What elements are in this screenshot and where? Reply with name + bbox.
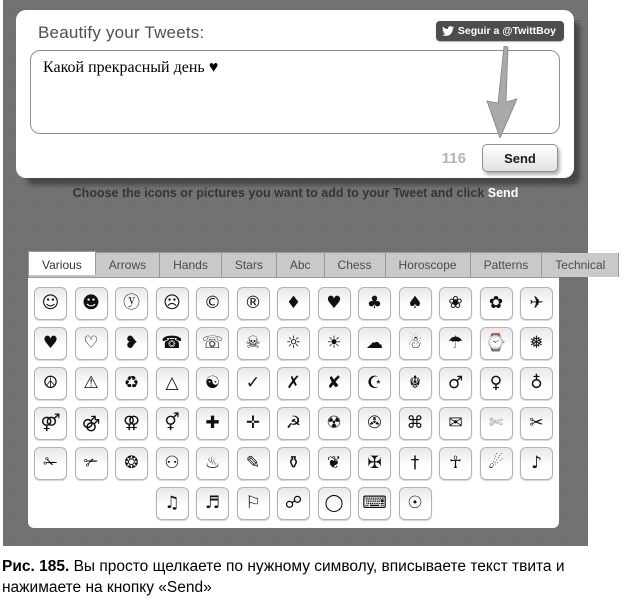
symbol-button[interactable]: ♬: [196, 487, 229, 520]
tab-arrows[interactable]: Arrows: [96, 253, 160, 277]
tab-chess[interactable]: Chess: [325, 253, 386, 277]
symbol-button[interactable]: ☂: [439, 327, 472, 360]
symbol-button[interactable]: ☯: [196, 367, 229, 400]
symbol-button[interactable]: ♠: [399, 287, 432, 320]
symbol-button[interactable]: ⚠: [75, 367, 108, 400]
symbol-button[interactable]: ⌚: [480, 327, 513, 360]
symbol-button[interactable]: ✄: [480, 407, 513, 440]
send-button[interactable]: Send: [482, 144, 558, 172]
symbol-button[interactable]: ♪: [520, 447, 553, 480]
symbol-button[interactable]: ✘: [318, 367, 351, 400]
symbol-button[interactable]: ✗: [277, 367, 310, 400]
symbol-button[interactable]: ☄: [480, 447, 513, 480]
symbol-button[interactable]: ☠: [237, 327, 270, 360]
symbol-grid: [28, 278, 559, 528]
symbol-button[interactable]: ♨: [196, 447, 229, 480]
symbol-button[interactable]: ✎: [237, 447, 270, 480]
symbol-button[interactable]: ❅: [520, 327, 553, 360]
symbol-button[interactable]: ☪: [358, 367, 391, 400]
symbol-row: [28, 407, 559, 440]
symbol-button[interactable]: ♫: [156, 487, 189, 520]
character-counter: 116: [441, 149, 466, 167]
symbol-button[interactable]: ☢: [318, 407, 351, 440]
tab-stars[interactable]: Stars: [222, 253, 277, 277]
instruction-before: Choose the icons or pictures you want to add to your Tweet and click: [72, 186, 488, 200]
instruction-text: [3, 186, 588, 200]
symbol-button[interactable]: ✁: [34, 447, 67, 480]
symbol-button[interactable]: ☉: [399, 487, 432, 520]
symbol-button[interactable]: ⚣: [75, 407, 108, 440]
symbol-button[interactable]: †: [399, 447, 432, 480]
symbol-button[interactable]: ♣: [358, 287, 391, 320]
symbol-button[interactable]: ⚥: [156, 407, 189, 440]
symbol-button[interactable]: ✓: [237, 367, 270, 400]
symbol-button[interactable]: ♥: [34, 327, 67, 360]
tab-horoscope[interactable]: Horoscope: [386, 253, 471, 277]
symbol-button[interactable]: ®: [237, 287, 270, 320]
symbol-button[interactable]: ⚐: [237, 487, 270, 520]
tweet-card: [16, 10, 574, 178]
symbol-button[interactable]: ☭: [277, 407, 310, 440]
figure-caption-label: Рис. 185.: [2, 558, 70, 575]
symbol-button[interactable]: ✚: [196, 407, 229, 440]
tab-patterns[interactable]: Patterns: [471, 253, 543, 277]
symbol-button[interactable]: ☃: [399, 327, 432, 360]
symbol-button[interactable]: ❦: [318, 447, 351, 480]
symbol-button[interactable]: ☏: [196, 327, 229, 360]
symbol-button[interactable]: ✃: [75, 447, 108, 480]
symbol-button[interactable]: ♥: [318, 287, 351, 320]
symbol-button[interactable]: ⚇: [156, 447, 189, 480]
symbol-button[interactable]: ☥: [439, 447, 472, 480]
symbol-button[interactable]: ♂: [439, 367, 472, 400]
tweet-input[interactable]: Какой прекрасный день ♥: [30, 50, 560, 134]
symbol-button[interactable]: ♀: [480, 367, 513, 400]
tab-abc[interactable]: Abc: [277, 253, 325, 277]
symbol-button[interactable]: ◯: [318, 487, 351, 520]
symbol-button[interactable]: △: [156, 367, 189, 400]
figure-caption: [2, 556, 622, 598]
symbol-button[interactable]: ✿: [480, 287, 513, 320]
category-tabbar: [28, 252, 606, 278]
symbol-button[interactable]: ✇: [358, 407, 391, 440]
symbol-button[interactable]: ☁: [358, 327, 391, 360]
symbol-row: [28, 367, 559, 400]
card-footer: [442, 144, 558, 172]
symbol-button[interactable]: ☍: [277, 487, 310, 520]
symbol-button[interactable]: ✈: [520, 287, 553, 320]
page-title: Beautify your Tweets:: [38, 23, 205, 42]
symbol-button[interactable]: ⚢: [115, 407, 148, 440]
symbol-button[interactable]: ☮: [34, 367, 67, 400]
symbol-button[interactable]: ❥: [115, 327, 148, 360]
symbol-button[interactable]: ✂: [520, 407, 553, 440]
symbol-button[interactable]: ☼: [277, 327, 310, 360]
symbol-button[interactable]: ☎: [156, 327, 189, 360]
symbol-row: [28, 447, 559, 480]
tab-technical[interactable]: Technical: [542, 253, 619, 277]
symbol-button[interactable]: ⚤: [34, 407, 67, 440]
symbol-button[interactable]: ☬: [399, 367, 432, 400]
symbol-button[interactable]: ♦: [277, 287, 310, 320]
figure-caption-text: Вы просто щелкаете по нужному символу, вписываете текст твита и нажимаете на кнопку «Send»: [2, 558, 565, 596]
symbol-button[interactable]: ☻: [75, 287, 108, 320]
symbol-row: [28, 287, 559, 320]
symbol-button[interactable]: ❂: [115, 447, 148, 480]
tab-various[interactable]: Various: [28, 251, 96, 275]
twitter-bird-icon: [442, 25, 454, 37]
symbol-button[interactable]: ☹: [156, 287, 189, 320]
symbol-button[interactable]: ☀: [318, 327, 351, 360]
instruction-send-highlight: Send: [487, 186, 519, 200]
symbol-button[interactable]: ⚱: [277, 447, 310, 480]
tab-hands[interactable]: Hands: [160, 253, 222, 277]
symbol-button[interactable]: ♻: [115, 367, 148, 400]
symbol-button[interactable]: ✉: [439, 407, 472, 440]
symbol-button[interactable]: ❀: [439, 287, 472, 320]
symbol-button[interactable]: ♡: [75, 327, 108, 360]
screenshot-background: [3, 0, 606, 546]
symbol-button[interactable]: ⓨ: [115, 287, 148, 320]
symbol-button[interactable]: ©: [196, 287, 229, 320]
symbol-button[interactable]: ⌘: [399, 407, 432, 440]
symbol-row: [28, 487, 559, 520]
symbol-button[interactable]: ♁: [520, 367, 553, 400]
symbol-row: [28, 327, 559, 360]
symbol-button[interactable]: ⌨: [358, 487, 391, 520]
symbol-button[interactable]: ✠: [358, 447, 391, 480]
symbol-button[interactable]: ✛: [237, 407, 270, 440]
symbol-button[interactable]: ☺: [34, 287, 67, 320]
twitter-follow-button[interactable]: [436, 21, 564, 41]
follow-button-label: Seguir a @TwittBoy: [457, 25, 556, 37]
